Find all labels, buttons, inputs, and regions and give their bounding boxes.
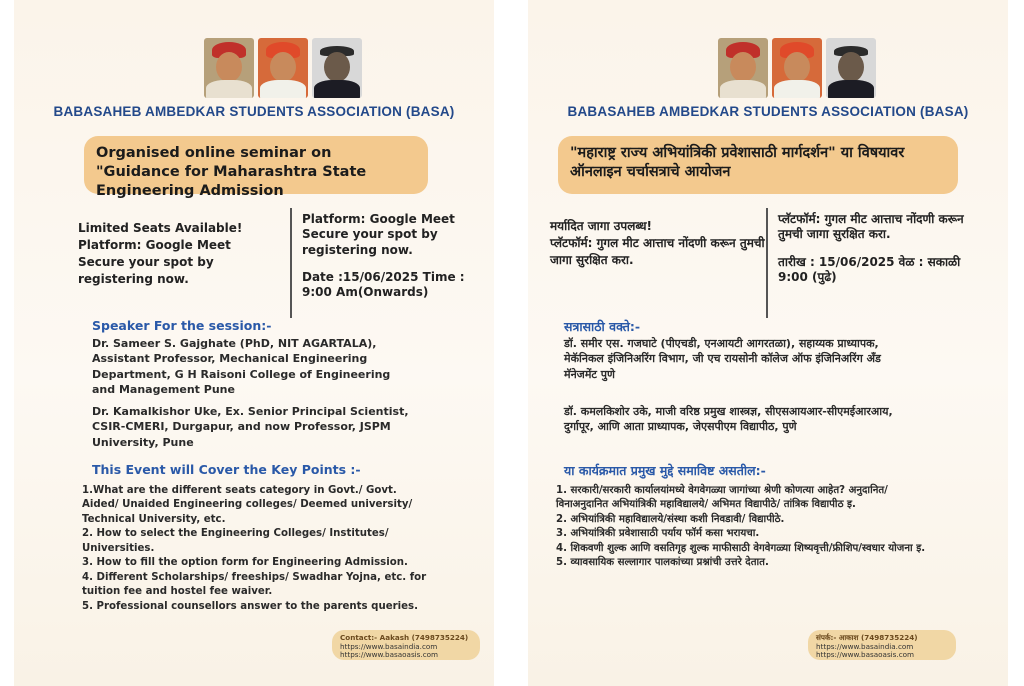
date-time: Date :15/06/2025 Time : 9:00 Am(Onwards) [302,270,465,300]
contact-box [332,630,480,660]
point-3: 3. How to fill the option form for Engineering Admission. [82,557,408,569]
seats-line-1: मर्यादित जागा उपलब्ध! [550,219,652,233]
point-3: 3. अभियांत्रिकी प्रवेशासाठी पर्याय फॉर्म कसा भरायचा. [556,528,760,540]
point-2: 2. अभियांत्रिकी महाविद्यालये/संस्था कशी निवडावी/ विद्यापीठे. [556,513,785,525]
vertical-divider [290,208,292,318]
platform-text: प्लॅटफॉर्म: गुगल मीट आत्ताच नोंदणी करून तुमची जागा सुरक्षित करा. [778,212,964,242]
date-time: तारीख : 15/06/2025 वेळ : सकाळी 9:00 (पुढे) [778,254,961,285]
speaker-title: सत्रासाठी वक्ते:- [564,319,641,334]
seminar-headline: "महाराष्ट्र राज्य अभियांत्रिकी प्रवेशासाठी मार्गदर्शन" या विषयावर ऑनलाइन चर्चासत्राचे आयोजन [558,136,958,194]
speaker-1: डॉ. समीर एस. गजघाटे (पीएचडी, एनआयटी आगरतळा), सहाय्यक प्राध्यापक, मेकॅनिकल इंजिनिअरिंग विभाग, जी एच रायसोनी कॉलेज ऑफ इंजिनिअरिंग अँड मॅनेजमेंट पुणे [564,337,881,381]
speaker-2: Dr. Kamalkishor Uke, Ex. Senior Principal Scientist, CSIR-CMERI, Durgapur, and now Professor, JSPM University, Pune [92,405,409,449]
point-4: 4. शिकवणी शुल्क आणि वसतिगृह शुल्क माफीसाठी वेगवेगळ्या शिष्यवृत्ती/फ्रीशिप/स्वधार योजना इ. [556,542,926,554]
contact-person: Contact:- Aakash (7498735224) [340,633,469,642]
speaker-title: Speaker For the session:- [92,318,272,333]
portrait-row [718,38,878,100]
points-title: या कार्यक्रमात प्रमुख मुद्दे समाविष्ट असतील:- [564,463,766,478]
contact-site-1[interactable]: https://www.basaindia.com [340,641,438,651]
key-points [556,484,936,571]
portrait-2 [772,38,822,98]
seats-line-1: Limited Seats Available! [78,221,243,235]
portrait-3 [826,38,876,98]
marathi-flyer [528,0,1008,686]
portrait-1 [204,38,254,98]
point-1: 1. सरकारी/सरकारी कार्यालयांमध्ये वेगवेगळ्या जागांच्या श्रेणी कोणत्या आहेत? अनुदानित/ विनाअनुदानित अभियांत्रिकी महाविद्यालये/ अभिमत विद्यापीठे/ तांत्रिक विद्यापीठ इ. [556,485,888,511]
seats-info [550,218,768,269]
portrait-2 [258,38,308,98]
portrait-3 [312,38,362,98]
org-name: BABASAHEB AMBEDKAR STUDENTS ASSOCIATION (BASA) [567,104,969,119]
speaker-2: डॉ. कमलकिशोर उके, माजी वरिष्ठ प्रमुख शास्त्रज्ञ, सीएसआयआर-सीएमईआरआय, दुर्गापूर, आणि आता प्राध्यापक, जेएसपीएम विद्यापीठ, पुणे [564,405,893,434]
key-points [82,484,432,614]
seminar-headline: Organised online seminar on "Guidance for Maharashtra State Engineering Admission [84,136,428,194]
seats-line-2: प्लॅटफॉर्म: गुगल मीट आत्ताच नोंदणी करून तुमची जागा सुरक्षित करा. [550,236,765,268]
point-2: 2. How to select the Engineering Colleges/ Institutes/ Universities. [82,528,389,554]
point-4: 4. Different Scholarships/ freeships/ Swadhar Yojna, etc. for tuition fee and hostel fee waiver. [82,571,427,598]
point-5: 5. व्यावसायिक सल्लागार पालकांच्या प्रश्नांची उत्तरे देतात. [556,557,769,569]
english-flyer [14,0,494,686]
point-5: 5. Professional counsellors answer to the parents queries. [82,600,418,612]
contact-person: संपर्क:- आकाश (7498735224) [816,633,918,642]
contact-box [808,630,956,660]
platform-text: Platform: Google Meet Secure your spot by registering now. [302,212,455,257]
points-title: This Event will Cover the Key Points :- [92,462,361,477]
contact-site-2[interactable]: https://www.basaoasis.com [340,650,439,660]
contact-site-1[interactable]: https://www.basaindia.com [816,641,914,651]
seats-info [78,220,283,288]
speaker-1: Dr. Sameer S. Gajghate (PhD, NIT AGARTALA), Assistant Professor, Mechanical Engineering Department, G H Raisoni College of Engineering and Management Pune [92,337,391,397]
portrait-row [204,38,364,100]
platform-info [778,212,978,285]
point-1: 1.What are the different seats category in Govt./ Govt. Aided/ Unaided Engineering colleges/ Deemed university/ Technical University, etc. [82,485,413,525]
portrait-1 [718,38,768,98]
platform-info [302,212,482,301]
contact-site-2[interactable]: https://www.basaoasis.com [816,650,915,660]
vertical-divider [766,208,768,318]
seats-line-3: Secure your spot by registering now. [78,255,214,287]
org-name: BABASAHEB AMBEDKAR STUDENTS ASSOCIATION (BASA) [53,104,455,119]
seats-line-2: Platform: Google Meet [78,238,231,253]
